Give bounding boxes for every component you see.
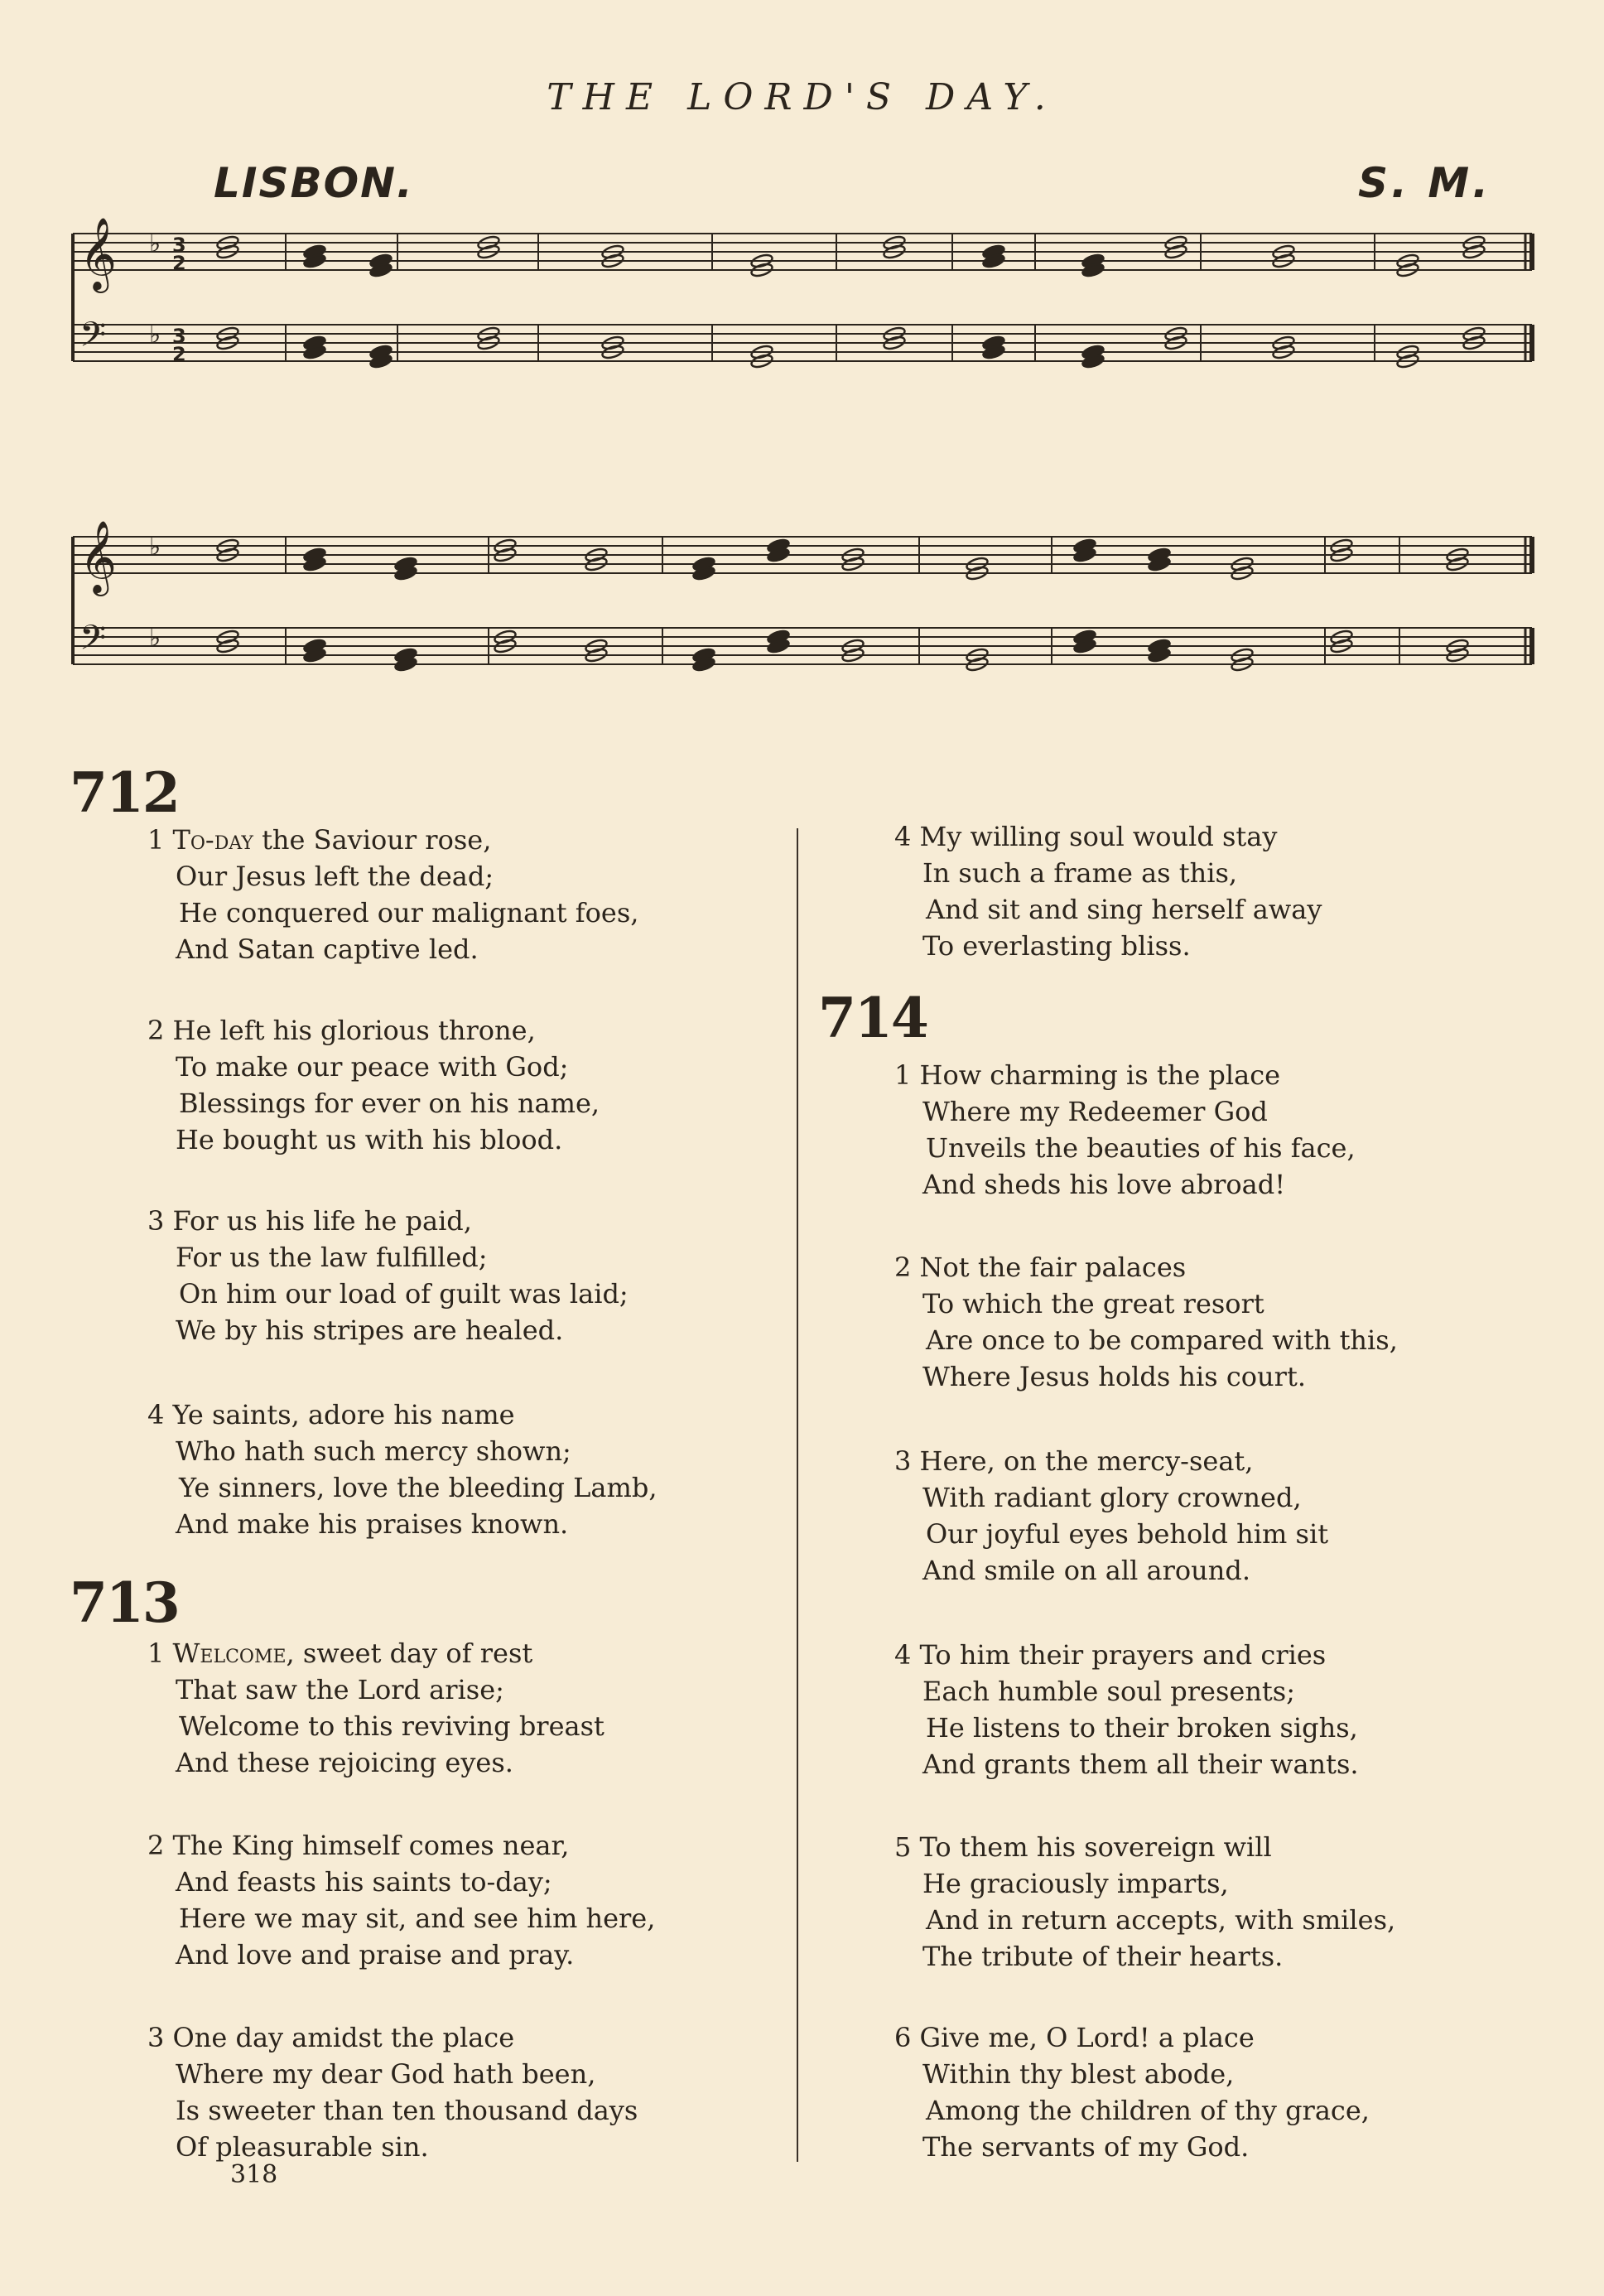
verse-line: 4 Ye saints, adore his name [147,1399,515,1430]
verse-line: 2 He left his glorious throne, [147,1015,536,1046]
verse-line: And Satan captive led. [176,933,479,965]
verse-line: 1 Welcome, sweet day of rest [147,1638,533,1669]
bass-clef-icon: 𝄢 [79,315,107,363]
verse-line: And make his praises known. [176,1508,569,1540]
verse [894,1249,1398,1395]
verse-line: Who hath such mercy shown; [176,1435,571,1467]
verse-line: Within thy blest abode, [922,2058,1235,2090]
verse-line: In such a frame as this, [922,857,1238,889]
verse-line: And sheds his love abroad! [922,1169,1286,1200]
verse-line: 5 To them his sovereign will [894,1831,1272,1863]
verse-line: And grants them all their wants. [922,1749,1359,1780]
verse-line: 3 One day amidst the place [147,2022,515,2053]
verse-line: With radiant glory crowned, [922,1482,1302,1513]
verse [894,2019,1370,2165]
verse [147,1635,605,1781]
verse-line: Among the children of thy grace, [926,2095,1370,2126]
treble-clef-icon: 𝄞 [79,216,117,290]
verse-line: And in return accepts, with smiles, [926,1904,1396,1936]
verse [894,1829,1395,1975]
verse-line: And smile on all around. [922,1555,1250,1586]
verse-line: That saw the Lord arise; [176,1674,504,1705]
verse [147,2019,638,2165]
verse-line: Where my dear God hath been, [176,2058,596,2090]
verse-line: We by his stripes are healed. [176,1314,564,1346]
verse-line: 3 For us his life he paid, [147,1205,472,1237]
verse-line: 4 To him their prayers and cries [894,1639,1327,1671]
verse-line: Where my Redeemer God [922,1096,1268,1127]
treble-clef-icon: 𝄞 [79,519,117,593]
verse-line: Welcome to this reviving breast [179,1710,605,1742]
verse-line: 1 How charming is the place [894,1059,1281,1091]
verse-line: Ye sinners, love the bleeding Lamb, [179,1472,657,1503]
time-signature: 2 [172,252,186,275]
hymn-number: 714 [818,986,927,1050]
verse-line: To everlasting bliss. [922,930,1191,962]
flat-icon: ♭ [149,321,161,350]
flat-icon: ♭ [149,229,161,258]
hymn-number: 713 [70,1570,179,1635]
tune-name: LISBON. [214,159,414,207]
verse-line: To make our peace with God; [176,1051,569,1083]
verse [147,1203,629,1348]
verse [147,1827,655,1973]
time-signature: 3 [172,325,186,348]
verse-line: And sit and sing herself away [926,894,1322,925]
column-divider [797,828,798,2162]
verse-line: 2 Not the fair palaces [894,1252,1187,1283]
time-signature: 2 [172,343,186,366]
verse-line: Are once to be compared with this, [926,1324,1398,1356]
verse-line: Our joyful eyes behold him sit [926,1518,1329,1550]
verse-line: Where Jesus holds his court. [922,1361,1306,1392]
tune-meter: S. M. [1358,159,1492,207]
verse-line: He bought us with his blood. [176,1124,563,1155]
verse-line: Here we may sit, and see him here, [179,1903,656,1934]
hymn-number: 712 [70,760,179,825]
verse-line: 4 My willing soul would stay [894,821,1278,852]
verse [894,1057,1356,1203]
verse-line: He conquered our malignant foes, [179,897,639,929]
verse-line: The servants of my God. [922,2131,1250,2163]
verse-line: On him our load of guilt was laid; [179,1278,629,1310]
verse-line: Unveils the beauties of his face, [926,1132,1356,1164]
page-number: 318 [230,2160,278,2189]
verse [147,1396,657,1542]
verse-line: Our Jesus left the dead; [176,861,494,892]
music-score [0,0,1604,745]
verse-line: To which the great resort [922,1288,1264,1319]
verse-line: Is sweeter than ten thousand days [176,2095,638,2126]
bass-clef-icon: 𝄢 [79,618,107,666]
verse-line: Each humble soul presents; [922,1676,1295,1707]
time-signature: 3 [172,234,186,257]
verse [894,1443,1328,1589]
verse [147,1012,600,1158]
verse-line: 3 Here, on the mercy-seat, [894,1445,1254,1477]
verse-line: And feasts his saints to-day; [176,1866,552,1898]
verse-line: The tribute of their hearts. [922,1941,1284,1972]
verse-line: And love and praise and pray. [176,1939,575,1970]
verse [894,1637,1359,1782]
verse-line: And these rejoicing eyes. [176,1747,513,1778]
verse-line: He listens to their broken sighs, [926,1712,1358,1744]
verse-line: Blessings for ever on his name, [179,1088,600,1119]
verse-line: 2 The King himself comes near, [147,1830,570,1861]
flat-icon: ♭ [149,533,161,562]
verse [894,818,1322,964]
verse-line: 6 Give me, O Lord! a place [894,2022,1255,2053]
flat-icon: ♭ [149,624,161,653]
verse-line: 1 To-day the Saviour rose, [147,824,492,856]
verse-line: For us the law fulfilled; [176,1242,488,1273]
verse [147,822,638,967]
verse-line: Of pleasurable sin. [176,2131,429,2163]
page-header: THE LORD'S DAY. [547,76,1057,118]
verse-line: He graciously imparts, [922,1868,1229,1899]
